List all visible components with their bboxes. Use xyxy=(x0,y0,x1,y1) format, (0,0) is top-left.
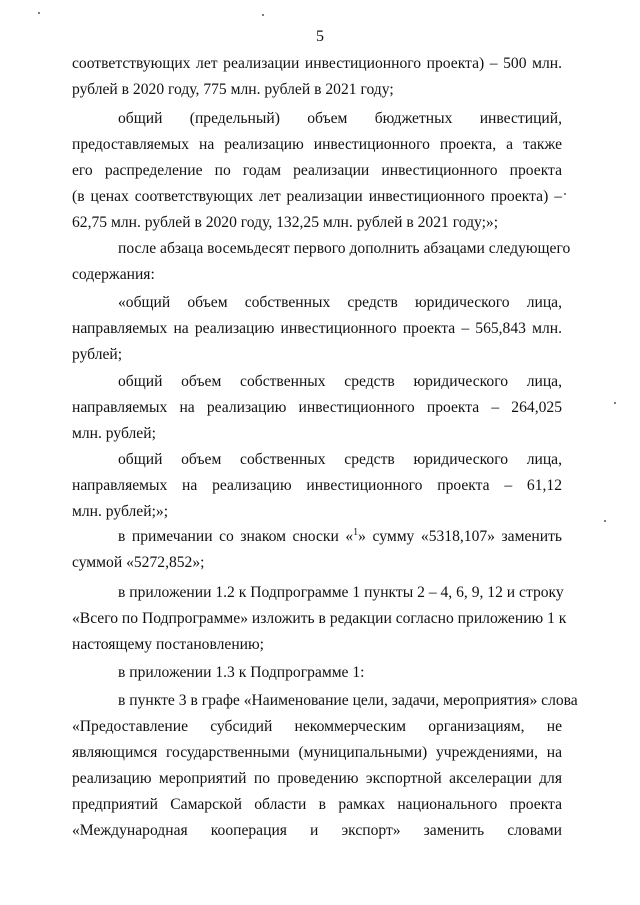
text-line: настоящему постановлению; xyxy=(72,636,265,653)
text-line: «Предоставление субсидий некоммерческим организациям, не xyxy=(72,718,562,735)
scan-speck xyxy=(38,12,40,14)
text-line: реализацию мероприятий по проведению экспортной акселерации для xyxy=(72,770,562,787)
text-line: направляемых на реализацию инвестиционного проекта – 264,025 xyxy=(72,399,562,416)
text-line: суммой «5272,852»; xyxy=(72,554,205,571)
text-line: предприятий Самарской области в рамках национального проекта xyxy=(72,796,562,813)
scan-speck xyxy=(604,520,606,522)
text-segment: » сумму «5318,107» заменить xyxy=(358,528,563,545)
text-line: рублей в 2020 году, 775 млн. рублей в 2021 году; xyxy=(72,81,394,98)
text-line: соответствующих лет реализации инвестиционного проекта) – 500 млн. xyxy=(72,55,562,72)
text-line: млн. рублей; xyxy=(72,425,156,442)
scan-speck xyxy=(564,193,566,195)
text-line: «Международная кооперация и экспорт» заменить словами xyxy=(72,822,562,839)
text-line: общий объем собственных средств юридического лица, xyxy=(118,451,562,468)
text-line: 62,75 млн. рублей в 2020 году, 132,25 млн. рублей в 2021 году;»; xyxy=(72,214,499,231)
footnote-line xyxy=(118,524,562,550)
text-line: содержания: xyxy=(72,266,155,283)
text-line: в приложении 1.3 к Подпрограмме 1: xyxy=(118,664,365,681)
text-segment: в примечании со знаком сноски « xyxy=(118,528,354,545)
text-line: направляемых на реализацию инвестиционного проекта – 61,12 xyxy=(72,477,562,494)
text-line: после абзаца восемьдесят первого дополнить абзацами следующего xyxy=(118,240,571,257)
footnote-marker: 1 xyxy=(353,527,359,538)
text-line: направляемых на реализацию инвестиционного проекта – 565,843 млн. xyxy=(72,320,562,337)
text-line: общий (предельный) объем бюджетных инвестиций, xyxy=(118,110,562,127)
scan-speck xyxy=(262,14,264,16)
text-line: млн. рублей;»; xyxy=(72,503,169,520)
text-line: (в ценах соответствующих лет реализации инвестиционного проекта) – xyxy=(72,188,562,205)
text-line: в пункте 3 в графе «Наименование цели, задачи, мероприятия» слова xyxy=(118,692,578,709)
text-line: «общий объем собственных средств юридического лица, xyxy=(118,294,562,311)
text-line: общий объем собственных средств юридического лица, xyxy=(118,373,562,390)
text-line: его распределение по годам реализации инвестиционного проекта xyxy=(72,162,562,179)
scan-speck xyxy=(614,402,616,404)
text-line: являющимся государственными (муниципальными) учреждениями, на xyxy=(72,744,562,761)
text-line: рублей; xyxy=(72,346,123,363)
text-line: «Всего по Подпрограмме» изложить в редакции согласно приложению 1 к xyxy=(72,610,567,627)
page-number: 5 xyxy=(316,28,324,45)
text-line: предоставляемых на реализацию инвестиционного проекта, а также xyxy=(72,136,562,153)
text-line: в приложении 1.2 к Подпрограмме 1 пункты 2 – 4, 6, 9, 12 и строку xyxy=(118,584,564,601)
